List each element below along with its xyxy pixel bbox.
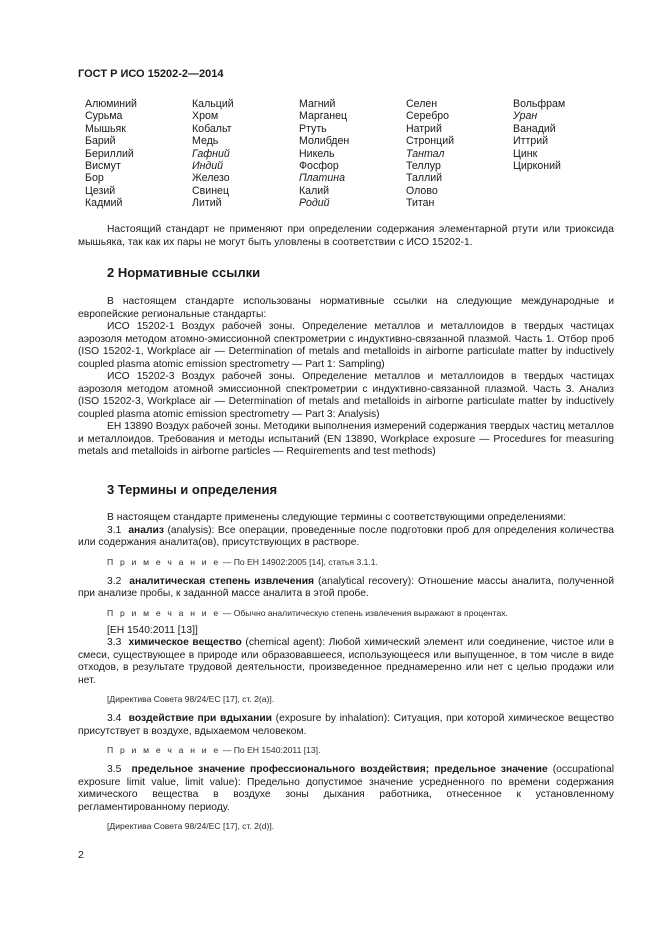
term-name: химическое вещество xyxy=(128,637,242,648)
element-name: Таллий xyxy=(406,172,443,185)
section-3-body xyxy=(78,512,614,832)
term-note: П р и м е ч а н и е — По ЕН 1540:2011 [13]. xyxy=(107,745,321,755)
element-name: Свинец xyxy=(192,184,230,197)
elements-column xyxy=(299,98,406,210)
element-name: Мышьяк xyxy=(85,122,126,135)
element-name: Кадмий xyxy=(85,197,123,210)
element-name: Иттрий xyxy=(513,135,549,148)
term-name: анализ xyxy=(128,524,164,536)
element-name: Уран xyxy=(513,110,538,123)
element-name: Гафний xyxy=(192,147,230,160)
element-name: Магний xyxy=(299,98,336,110)
element-name: Молибден xyxy=(299,135,350,148)
element-name: Фосфор xyxy=(299,160,339,173)
element-name: Ванадий xyxy=(513,122,556,135)
reference-item: ЕН 13890 Воздух рабочей зоны. Методики выполнения измерений содержания твердых частиц металлов и металлоидов. Требования и методы испытаний (EN 13890, Workplace exposure — Procedures for measuring metals and metalloids in airborne particles — Requirements and test methods) xyxy=(78,421,614,457)
element-name: Серебро xyxy=(406,110,450,123)
element-name: Тантал xyxy=(406,147,445,160)
term-3-3: 3.3 химическое вещество (chemical agent): Любой химический элемент или соединение, чистое или в смеси, существующее в природе или образовавшееся, использующееся или выпущенное, в том числе в виде отходов, в результате трудовой деятельности, произведенное преднамеренно или нет с целью продажи или нет. xyxy=(78,637,614,686)
element-name: Селен xyxy=(406,98,438,110)
element-name: Висмут xyxy=(85,160,121,173)
element-name: Цезий xyxy=(85,184,116,197)
document-header: ГОСТ Р ИСО 15202-2—2014 xyxy=(78,68,224,80)
term-3-2: 3.2 аналитическая степень извлечения (analytical recovery): Отношение массы аналита, полученной при анализе пробы, к заданной массе аналита в этой пробе. xyxy=(78,575,614,599)
section-2-heading: 2 Нормативные ссылки xyxy=(107,265,261,280)
element-name: Калий xyxy=(299,184,330,197)
element-name: Марганец xyxy=(299,110,348,123)
term-3-1: 3.1 анализ (analysis): Все операции, проведенные после подготовки проб для определения количества или содержания аналита(ов), присутствующих в растворе. xyxy=(78,524,614,548)
element-name: Титан xyxy=(406,197,435,210)
element-name: Бериллий xyxy=(85,147,134,160)
term-name: воздействие при вдыхании xyxy=(128,713,272,724)
element-name: Кальций xyxy=(192,98,234,110)
element-name: Медь xyxy=(192,135,219,148)
element-name: Литий xyxy=(192,197,222,210)
term-source: [Директива Совета 98/24/ЕС [17], ст. 2(а)]. xyxy=(107,694,275,704)
intro-note: Настоящий стандарт не применяют при определении содержания элементарной ртути или триоксида мышьяка, так как их пары не могут быть уловлены в соответствии с ИСО 15202-1. xyxy=(78,224,614,248)
element-name: Цирконий xyxy=(513,160,561,173)
element-name: Никель xyxy=(299,147,335,160)
term-note: П р и м е ч а н и е — По ЕН 14902:2005 [14], статья 3.1.1. xyxy=(107,556,378,567)
term-source: [Директива Совета 98/24/ЕС [17], ст. 2(d)]. xyxy=(107,821,275,831)
reference-item: ИСО 15202-1 Воздух рабочей зоны. Определение металлов и металлоидов в твердых частицах аэрозоля методом атомно-эмиссионной спектрометрии с индуктивно-связанной плазмой. Часть 1. Отбор проб (ISO 15202-1, Workplace air — Determination of metals and metalloids in airborne particulate matter by inductively coupled plasma atomic emission spectrometry — Part 1: Sampling) xyxy=(78,321,614,370)
term-note: П р и м е ч а н и е — Обычно аналитическую степень извлечения выражают в процентах. xyxy=(107,607,508,618)
elements-column xyxy=(513,98,620,210)
element-name: Вольфрам xyxy=(513,98,566,110)
reference-item: ИСО 15202-3 Воздух рабочей зоны. Определение металлов и металлоидов в твердых частицах аэрозоля методом атомной эмиссионной спектрометрии с индуктивно-связанной плазмой. Часть 3. Анализ (ISO 15202-3, Workplace air — Determination of metals and metalloids in airborne particulate matter by inductively coupled plasma atomic emission spectrometry — Part 3: Analysis) xyxy=(78,371,614,420)
element-name: Теллур xyxy=(406,160,441,173)
term-name: аналитическая степень извлечения xyxy=(129,575,315,587)
element-name: Стронций xyxy=(406,135,455,148)
elements-column xyxy=(192,98,299,210)
element-name: Натрий xyxy=(406,122,442,135)
elements-list xyxy=(85,98,625,210)
element-name: Алюминий xyxy=(85,98,137,110)
section-2-intro: В настоящем стандарте использованы нормативные ссылки на следующие международные и европейские региональные стандарты: xyxy=(78,296,614,320)
section-3-heading: 3 Термины и определения xyxy=(107,482,278,497)
element-name: Ртуть xyxy=(299,122,327,135)
element-name: Олово xyxy=(406,184,438,197)
element-name: Индий xyxy=(192,160,224,173)
element-name: Бор xyxy=(85,172,104,185)
term-source: [ЕН 1540:2011 [13]] xyxy=(107,624,198,636)
element-name: Родий xyxy=(299,197,330,210)
section-2-body xyxy=(78,296,614,459)
term-3-5: 3.5 предельное значение профессионального воздействия; предельное значение (occupational exposure limit value, limit value): Предельно допустимое значение усредненного по времени содержания химического вещества в воздухе зоны дыхания работника, отнесенное к установленному регламентированному периоду. xyxy=(78,764,614,813)
element-name: Цинк xyxy=(513,147,538,160)
page-number: 2 xyxy=(78,849,84,861)
element-name: Сурьма xyxy=(85,110,123,123)
term-name: предельное значение профессионального воздействия; предельное значение xyxy=(131,764,548,775)
element-name: Кобальт xyxy=(192,122,232,135)
element-name: Хром xyxy=(192,110,219,123)
element-name: Барий xyxy=(85,135,116,148)
term-3-4: 3.4 воздействие при вдыхании (exposure by inhalation): Ситуация, при которой химическое вещество присутствует в воздухе, вдыхаемом человеком. xyxy=(78,713,614,737)
element-name: Платина xyxy=(299,172,345,185)
elements-column xyxy=(85,98,192,210)
section-3-intro: В настоящем стандарте применены следующие термины с соответствующими определениями: xyxy=(107,512,567,523)
element-name: Железо xyxy=(192,172,230,185)
elements-column xyxy=(406,98,513,210)
